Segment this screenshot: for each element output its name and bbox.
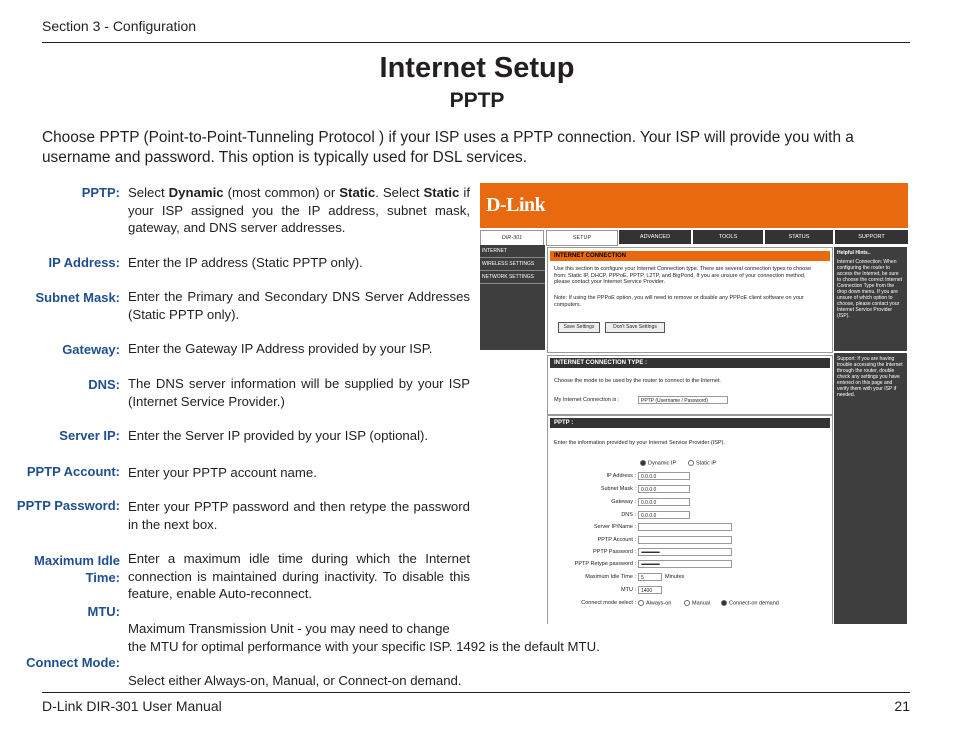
- label-server-ip: Server IP:: [59, 428, 120, 443]
- field-ip-label: IP Address :: [606, 473, 636, 479]
- intro-paragraph: Choose PPTP (Point-to-Point-Tunneling Protocol ) if your ISP uses a PPTP connection. Your ISP will provide you with a username and password. This option is typically used for DSL services.: [42, 129, 854, 166]
- desc-maximum-idle-time: Enter a maximum idle time during which the Internet connection is maintained during inactivity. To disable this feature, enable Auto-reconnect.: [128, 551, 470, 601]
- gateway-input[interactable]: 0.0.0.0: [638, 498, 690, 506]
- pptp-retype-password-input[interactable]: ••••••••••••••••••••••••: [638, 560, 732, 568]
- label-pptp-password: PPTP Password:: [16, 498, 120, 513]
- ip-address-input[interactable]: 0.0.0.0: [638, 472, 690, 480]
- field-password-label: PPTP Password :: [593, 549, 636, 555]
- desc-pptp: Select Dynamic (most common) or Static. Select Static if your ISP assigned you the IP address, subnet mask, gateway, and DNS server addresses.: [128, 185, 470, 235]
- field-subnet-label: Subnet Mask :: [600, 486, 636, 492]
- page-subtitle: PPTP: [449, 89, 505, 112]
- desc-subnet-mask: Enter the Primary and Secondary DNS Server Addresses (Static PPTP only).: [128, 289, 470, 322]
- desc-pptp-account: Enter your PPTP account name.: [128, 465, 317, 480]
- model-label: DIR-301: [480, 230, 544, 246]
- dlink-logo: D-Link: [486, 194, 546, 216]
- footer-manual-title: D-Link DIR-301 User Manual: [42, 698, 222, 714]
- label-dns: DNS:: [88, 377, 120, 392]
- mode-demand-dot: [721, 600, 727, 606]
- label-subnet-mask: Subnet Mask:: [35, 290, 120, 305]
- label-gateway: Gateway:: [62, 342, 120, 357]
- mode-connect-on-demand[interactable]: Connect-on demand: [721, 600, 779, 606]
- field-mtu-label: MTU :: [621, 587, 636, 593]
- support-text: Support: If you are having trouble accessing the Internet through the router, double check any settings you have entered on this page and verify them with your ISP if needed.: [837, 356, 903, 398]
- field-idle-label: Maximum Idle Time :: [585, 574, 636, 580]
- label-maximum-idle-time: [34, 552, 120, 586]
- label-idle-line2: Time:: [85, 570, 120, 585]
- router-screenshot: [480, 183, 908, 624]
- ic-text: Use this section to configure your Internet Connection type. There are several connection types to choose from: Static IP, DHCP, PPPoE, PPTP, L2TP, and BigPond. If you are unsure of your connection method, please contact your Internet Service Provider.: [554, 266, 812, 285]
- mode-always-dot: [638, 600, 644, 606]
- desc-gateway: Enter the Gateway IP Address provided by your ISP.: [128, 341, 433, 356]
- pptp-account-input[interactable]: [638, 536, 732, 544]
- field-server-label: Server IP/Name :: [593, 524, 636, 530]
- side-item-internet[interactable]: INTERNET: [480, 245, 545, 258]
- page-number: 21: [894, 698, 910, 714]
- mode-manual-dot: [684, 600, 690, 606]
- section-header: Section 3 - Configuration: [42, 18, 197, 34]
- field-account-label: PPTP Account :: [597, 537, 636, 543]
- top-divider: [42, 42, 910, 43]
- desc-dns: The DNS server information will be supplied by your ISP (Internet Service Provider.): [128, 376, 470, 409]
- bottom-divider: [42, 692, 910, 693]
- desc-connect-mode: Select either Always-on, Manual, or Connect-on demand.: [128, 673, 462, 688]
- help-title: Helpful Hints..: [837, 250, 871, 256]
- tab-setup[interactable]: SETUP: [546, 230, 618, 246]
- connection-type-panel: [547, 355, 833, 415]
- label-connect-mode: Connect Mode:: [26, 655, 120, 670]
- ict-label: My Internet Connection is :: [554, 397, 620, 403]
- desc-mtu: Maximum Transmission Unit - you may need to change the MTU for optimal performance with your specific ISP. 1492 is the default MTU.: [128, 621, 600, 654]
- idle-unit: Minutes: [665, 574, 685, 580]
- mtu-input[interactable]: 1400: [638, 586, 662, 594]
- label-pptp: PPTP:: [81, 185, 120, 200]
- field-retype-label: PPTP Retype password :: [574, 561, 636, 567]
- field-mode-label: Connect mode select :: [581, 600, 636, 606]
- radio-static-ip[interactable]: Static IP: [688, 460, 716, 466]
- dont-save-button[interactable]: Don't Save Settings: [605, 322, 665, 333]
- desc-pptp-password: Enter your PPTP password and then retype the password in the next box.: [128, 499, 470, 532]
- desc-ip-address: Enter the IP address (Static PPTP only).: [128, 255, 363, 270]
- pptp-panel-title: PPTP :: [550, 418, 830, 428]
- field-gateway-label: Gateway :: [611, 499, 636, 505]
- pptp-panel: [547, 415, 833, 624]
- ict-text: Choose the mode to be used by the router to connect to the Internet.: [554, 378, 721, 384]
- pptp-password-input[interactable]: ••••••••••••••••••••••••: [638, 548, 732, 556]
- side-item-network[interactable]: NETWORK SETTINGS: [480, 271, 545, 284]
- pptp-panel-text: Enter the information provided by your Internet Service Provider (ISP).: [554, 440, 725, 446]
- ic-note: Note: If using the PPPoE option, you will need to remove or disable any PPPoE client software on your computers.: [554, 295, 804, 308]
- side-item-wireless[interactable]: WIRELESS SETTINGS: [480, 258, 545, 271]
- tab-advanced[interactable]: ADVANCED: [619, 230, 691, 244]
- connection-type-select[interactable]: PPTP (Username / Password): [638, 396, 728, 404]
- tab-status[interactable]: STATUS: [765, 230, 833, 244]
- dns-input[interactable]: 0.0.0.0: [638, 511, 690, 519]
- ic-title: INTERNET CONNECTION: [550, 251, 830, 261]
- page-title: Internet Setup: [379, 52, 575, 84]
- subnet-mask-input[interactable]: 0.0.0.0: [638, 485, 690, 493]
- internet-connection-panel: [547, 247, 833, 353]
- ict-title: INTERNET CONNECTION TYPE :: [550, 358, 830, 368]
- idle-time-input[interactable]: 5: [638, 573, 662, 581]
- support-panel: [834, 353, 907, 624]
- label-ip-address: IP Address:: [48, 255, 120, 270]
- radio-static-dot: [688, 460, 694, 466]
- tab-tools[interactable]: TOOLS: [693, 230, 763, 244]
- tab-support[interactable]: SUPPORT: [835, 230, 908, 244]
- radio-dynamic-ip[interactable]: Dynamic IP: [640, 460, 676, 466]
- radio-dynamic-dot: [640, 460, 646, 466]
- server-ip-input[interactable]: [638, 523, 732, 531]
- mode-always-on[interactable]: Always-on: [638, 600, 671, 606]
- field-dns-label: DNS :: [621, 512, 636, 518]
- label-mtu: MTU:: [87, 604, 120, 619]
- save-settings-button[interactable]: Save Settings: [558, 322, 600, 333]
- side-menu: [480, 245, 545, 350]
- mode-manual[interactable]: Manual: [684, 600, 710, 606]
- help-text: Internet Connection: When configuring the router to access the Internet, be sure to choose the correct Internet Connection Type from the drop down menu. If you are unsure of which option to choose, please contact your Internet Service Provider (ISP).: [837, 259, 903, 319]
- label-pptp-account: PPTP Account:: [26, 464, 120, 479]
- desc-server-ip: Enter the Server IP provided by your ISP (optional).: [128, 428, 429, 443]
- dlink-banner: [480, 183, 908, 228]
- helpful-hints-panel: [834, 247, 907, 351]
- label-idle-line1: Maximum Idle: [34, 553, 120, 568]
